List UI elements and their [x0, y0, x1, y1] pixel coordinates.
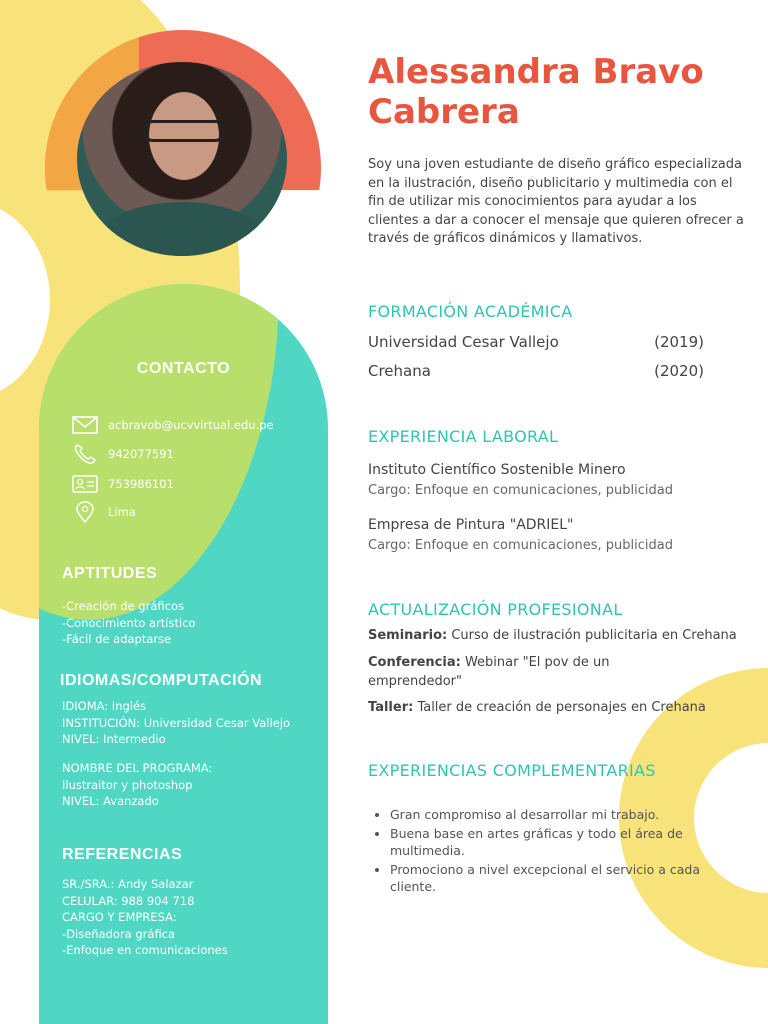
list-item: • Promociono a nivel excepcional el servicio a cada cliente. [390, 861, 722, 896]
skills-list [62, 598, 196, 648]
updates-title: ACTUALIZACIÓN PROFESIONAL [368, 600, 623, 619]
education-year: (2019) [654, 333, 704, 351]
job-company: Empresa de Pintura "ADRIEL" [368, 517, 574, 533]
language-line: IDIOMA: Inglés [62, 699, 147, 713]
education-year: (2020) [654, 362, 704, 380]
update-label: Conferencia: [368, 655, 461, 670]
contact-email[interactable]: acbravob@ucvvirtual.edu.pe [108, 418, 274, 432]
language-line: NIVEL: Intermedio [62, 732, 166, 746]
education-school: Universidad Cesar Vallejo [368, 333, 559, 351]
education-row [368, 333, 704, 351]
reference-line: CARGO Y EMPRESA: [62, 910, 177, 924]
program-line: Ilustraitor y photoshop [62, 777, 193, 792]
complementary-list [372, 806, 722, 897]
education-title: FORMACIÓN ACADÉMICA [368, 302, 573, 321]
profile-summary: Soy una joven estudiante de diseño gráfico especializada en la ilustración, diseño publicitario y multimedia con el fin de utilizar mis conocimientos para ayudar a los clientes a dar a conocer el mensaje que quieren ofrecer a través de gráficos dinámicos y llamativos. [368, 157, 744, 246]
job-role: Cargo: Enfoque en comunicaciones, publicidad [368, 538, 674, 553]
references-list [62, 876, 228, 959]
job-company: Instituto Científico Sostenible Minero [368, 462, 626, 478]
skill-item: -Creación de gráficos [62, 599, 184, 613]
id-card-icon [72, 473, 98, 495]
update-text: Taller de creación de personajes en Crehana [413, 700, 706, 715]
contact-phone[interactable]: 942077591 [108, 447, 174, 461]
photo-glasses-shape [143, 120, 225, 142]
languages-block-2 [62, 760, 212, 810]
location-pin-icon [72, 501, 98, 523]
reference-line: CELULAR: 988 904 718 [62, 893, 195, 908]
education-school: Crehana [368, 362, 431, 380]
reference-line: SR./SRA.: Andy Salazar [62, 877, 194, 891]
page-title [368, 52, 704, 132]
update-item [368, 654, 628, 691]
photo-body-shape [97, 202, 267, 256]
program-line: NIVEL: Avanzado [62, 794, 159, 808]
skills-title: APTITUDES [62, 565, 158, 582]
update-item [368, 627, 748, 646]
reference-line: -Enfoque en comunicaciones [62, 943, 228, 957]
references-title: REFERENCIAS [62, 846, 183, 863]
experience-title: EXPERIENCIA LABORAL [368, 427, 559, 446]
languages-block-1 [62, 698, 290, 748]
reference-line: -Diseñadora gráfica [62, 926, 176, 941]
contact-title: CONTACTO [136, 360, 231, 377]
contact-id: 753986101 [108, 477, 174, 491]
update-label: Taller: [368, 700, 414, 715]
profile-photo [77, 62, 287, 256]
skill-item: -Conocimiento artístico [62, 615, 196, 630]
update-label: Seminario: [368, 628, 448, 643]
education-row [368, 362, 704, 380]
contact-location: Lima [108, 505, 136, 519]
list-item: • Gran compromiso al desarrollar mi trabajo. [390, 806, 722, 824]
list-item: • Buena base en artes gráficas y todo el área de multimedia. [390, 825, 722, 860]
languages-title: IDIOMAS/COMPUTACIÓN [60, 672, 263, 689]
name-line-1: Alessandra Bravo [368, 52, 704, 92]
phone-icon [72, 443, 98, 465]
contact-email-row [72, 414, 274, 436]
contact-id-row [72, 473, 174, 495]
job-role: Cargo: Enfoque en comunicaciones, publicidad [368, 483, 674, 498]
update-text: Curso de ilustración publicitaria en Crehana [447, 628, 737, 643]
language-line: INSTITUCIÓN: Universidad Cesar Vallejo [62, 715, 291, 730]
skill-item: -Fácil de adaptarse [62, 632, 172, 646]
update-text: Webinar "El pov de un emprendedor" [368, 655, 610, 689]
program-line: NOMBRE DEL PROGRAMA: [62, 761, 213, 775]
update-item [368, 699, 748, 718]
contact-phone-row [72, 443, 174, 465]
complementary-title: EXPERIENCIAS COMPLEMENTARIAS [368, 761, 656, 780]
mail-icon [72, 414, 98, 436]
name-line-2: Cabrera [368, 92, 520, 132]
contact-location-row [72, 501, 136, 523]
